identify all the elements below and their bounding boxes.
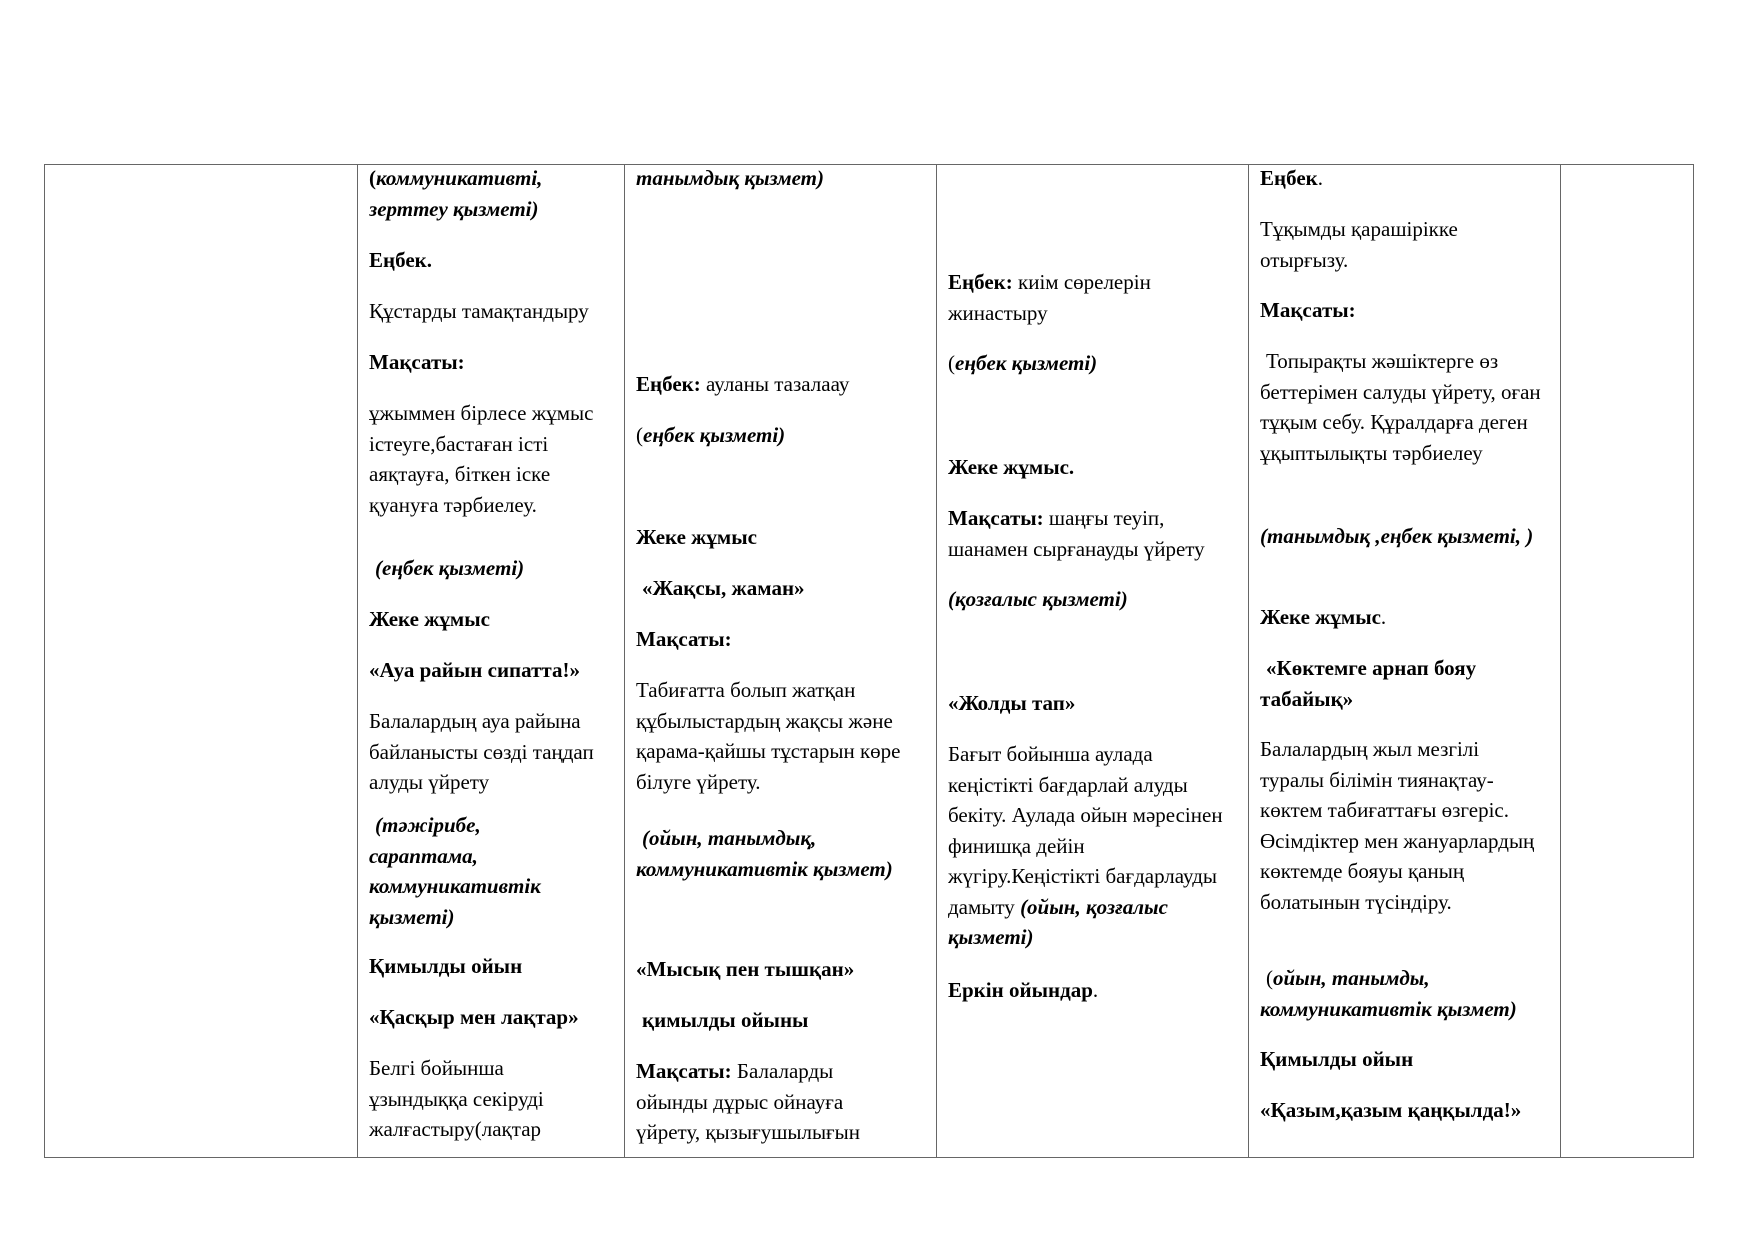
- paragraph: ұжыммен бірлесе жұмыс істеуге,бастаған істі аяқтауға, біткен іске қуануға тәрбиелеу.: [369, 401, 594, 517]
- paragraph: Тұқымды қарашірікке отырғызу.: [1260, 217, 1458, 272]
- activity-type: танымдық қызмет): [636, 166, 824, 190]
- cell-col5: [1260, 165, 1555, 1157]
- paragraph: Жеке жұмыс.: [1260, 605, 1387, 629]
- paragraph: (коммуникативті, зерттеу қызметі): [369, 166, 543, 221]
- heading: Мақсаты:: [1260, 298, 1356, 322]
- heading: Жеке жұмыс.: [948, 455, 1075, 479]
- heading: «Қасқыр мен лақтар»: [369, 1005, 579, 1029]
- paragraph: Балалардың жыл мезгілі туралы білімін тиянақтау- көктем табиғаттағы өзгеріс. Өсімдіктер мен жануарлардың көктемде бояуы қаның болатынын түсіндіру.: [1260, 737, 1535, 914]
- paragraph: Мақсаты: Балаларды ойынды дұрыс ойнауға үйрету, қызығушылығын: [636, 1059, 861, 1144]
- heading: Қимылды ойын: [369, 954, 523, 978]
- paragraph: Еңбек: ауланы тазалаау: [636, 372, 850, 396]
- heading: қимылды ойыны: [642, 1008, 809, 1032]
- activity-type: (ойын, танымдық, коммуникативтік қызмет): [636, 826, 893, 881]
- paragraph: Құстарды тамақтандыру: [369, 299, 589, 323]
- heading: Мақсаты:: [636, 627, 732, 651]
- cell-col3: [636, 165, 926, 1157]
- column-divider: [357, 165, 358, 1157]
- activity-type: (еңбек қызметі): [375, 556, 525, 580]
- heading: «Ауа райын сипатта!»: [369, 658, 580, 682]
- heading: «Жақсы, жаман»: [642, 576, 805, 600]
- paragraph: Еркін ойындар.: [948, 978, 1099, 1002]
- heading: «Көктемге арнап бояу табайық»: [1260, 656, 1477, 711]
- paragraph: (еңбек қызметі): [636, 423, 786, 447]
- paragraph: (ойын, танымды, коммуникативтік қызмет): [1260, 966, 1517, 1021]
- heading: Еңбек.: [369, 248, 432, 272]
- heading: «Мысық пен тышқан»: [636, 957, 855, 981]
- activity-type: (танымдық ,еңбек қызметі, ): [1260, 524, 1534, 548]
- column-divider: [624, 165, 625, 1157]
- heading: Жеке жұмыс: [369, 607, 490, 631]
- cell-col6: [1560, 165, 1693, 1157]
- schedule-table: [44, 164, 1694, 1158]
- cell-col4: [948, 165, 1238, 1157]
- activity-type: (қозғалыс қызметі): [948, 587, 1128, 611]
- cell-col2: [369, 165, 619, 1157]
- paragraph: Еңбек.: [1260, 166, 1323, 190]
- heading: «Қазым,қазым қаңқылда!»: [1260, 1098, 1522, 1122]
- column-divider: [1248, 165, 1249, 1157]
- paragraph: Еңбек: киім сөрелерін жинастыру: [948, 270, 1151, 325]
- paragraph: Мақсаты: шаңғы теуіп, шанамен сырғанауды үйрету: [948, 506, 1205, 561]
- heading: «Жолды тап»: [948, 691, 1076, 715]
- heading: Қимылды ойын: [1260, 1047, 1414, 1071]
- paragraph: Топырақты жәшіктерге өз беттерімен салуды үйрету, оған тұқым себу. Құралдарға деген ұқыптылықты тәрбиелеу: [1260, 349, 1541, 465]
- column-divider: [936, 165, 937, 1157]
- paragraph: Белгі бойынша ұзындыққа секіруді жалғастыру(лақтар: [369, 1056, 544, 1141]
- paragraph: Балалардың ауа райына байланысты сөзді таңдап алуды үйрету: [369, 709, 594, 794]
- heading: Жеке жұмыс: [636, 525, 757, 549]
- paragraph: (еңбек қызметі): [948, 351, 1098, 375]
- cell-col1: [45, 165, 357, 1157]
- paragraph: Табиғатта болып жатқан құбылыстардың жақсы және қарама-қайшы тұстарын көре білуге үйрету.: [636, 678, 901, 794]
- heading: Мақсаты:: [369, 350, 465, 374]
- paragraph: Бағыт бойынша аулада кеңістікті бағдарлай алуды бекіту. Аулада ойын мәресінен финишқа дейін жүгіру.Кеңістікті бағдарлауды дамыту (ойын, қозғалыс қызметі): [948, 742, 1223, 949]
- activity-type: (тәжірибе, сараптама, коммуникативтік қызметі): [369, 813, 541, 929]
